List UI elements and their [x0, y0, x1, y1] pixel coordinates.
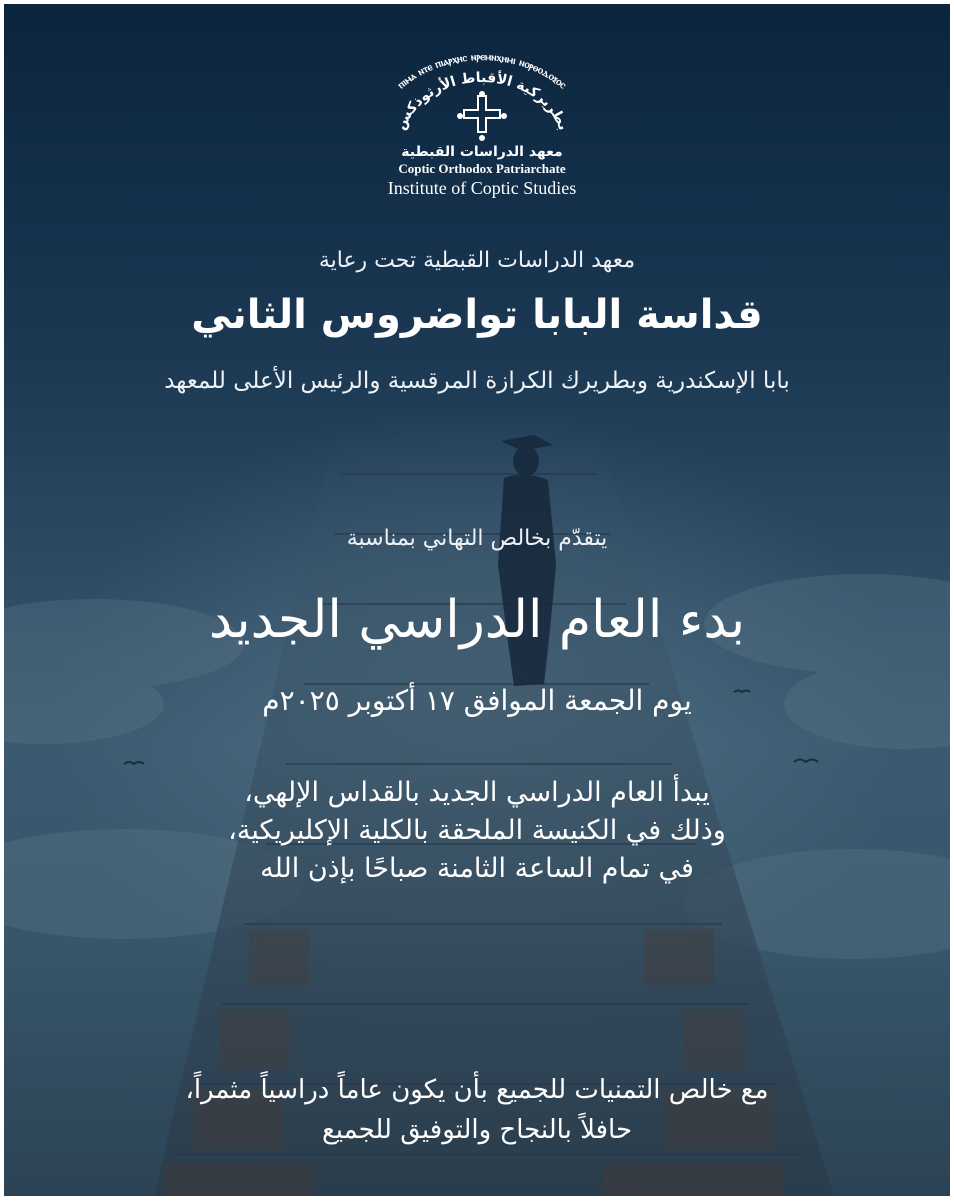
- closing-line: حافلاً بالنجاح والتوفيق للجميع: [321, 1115, 633, 1145]
- pope-title: بابا الإسكندرية وبطريرك الكرازة المرقسية والرئيس الأعلى للمعهد: [164, 368, 790, 394]
- pope-name-heading: قداسة البابا تواضروس الثاني: [191, 292, 763, 338]
- coptic-cross-icon: [457, 91, 507, 141]
- congratulations-intro: يتقدّم بخالص التهاني بمناسبة: [346, 526, 608, 551]
- logo-english-line2: Institute of Coptic Studies: [387, 178, 577, 198]
- details-line: وذلك في الكنيسة الملحقة بالكلية الإكليريكية،: [228, 815, 726, 846]
- event-date: يوم الجمعة الموافق ١٧ أكتوبر ٢٠٢٥م: [262, 684, 692, 717]
- poster: [4, 4, 950, 1196]
- logo-english-line1: Coptic Orthodox Patriarchate: [398, 161, 566, 176]
- event-details: [44, 774, 910, 888]
- logo-arabic-arc: بطريركية الأقباط الأرثوذكس: [392, 69, 572, 133]
- details-line: يبدأ العام الدراسي الجديد بالقداس الإلهي،: [244, 777, 710, 808]
- sponsor-line: معهد الدراسات القبطية تحت رعاية: [318, 248, 636, 273]
- institute-logo: [354, 42, 610, 202]
- closing-line: مع خالص التمنيات للجميع بأن يكون عاماً دراسياً مثمراً،: [185, 1075, 769, 1105]
- logo-coptic-arc: ⲡⲓⲙⲁ ⲛⲧⲉ ⲡⲓⲁⲣⲭⲏⲥ ⲛⲣⲉⲙⲛⲭⲏⲙⲓ ⲛⲟⲣⲑⲟⲇⲟⲝⲟⲥ: [395, 50, 569, 92]
- details-line: في تمام الساعة الثامنة صباحًا بإذن الله: [260, 853, 694, 884]
- closing-wishes: [44, 1070, 910, 1150]
- occasion-heading: بدء العام الدراسي الجديد: [208, 590, 746, 650]
- logo-inner-arabic: معهد الدراسات القبطية: [401, 144, 563, 160]
